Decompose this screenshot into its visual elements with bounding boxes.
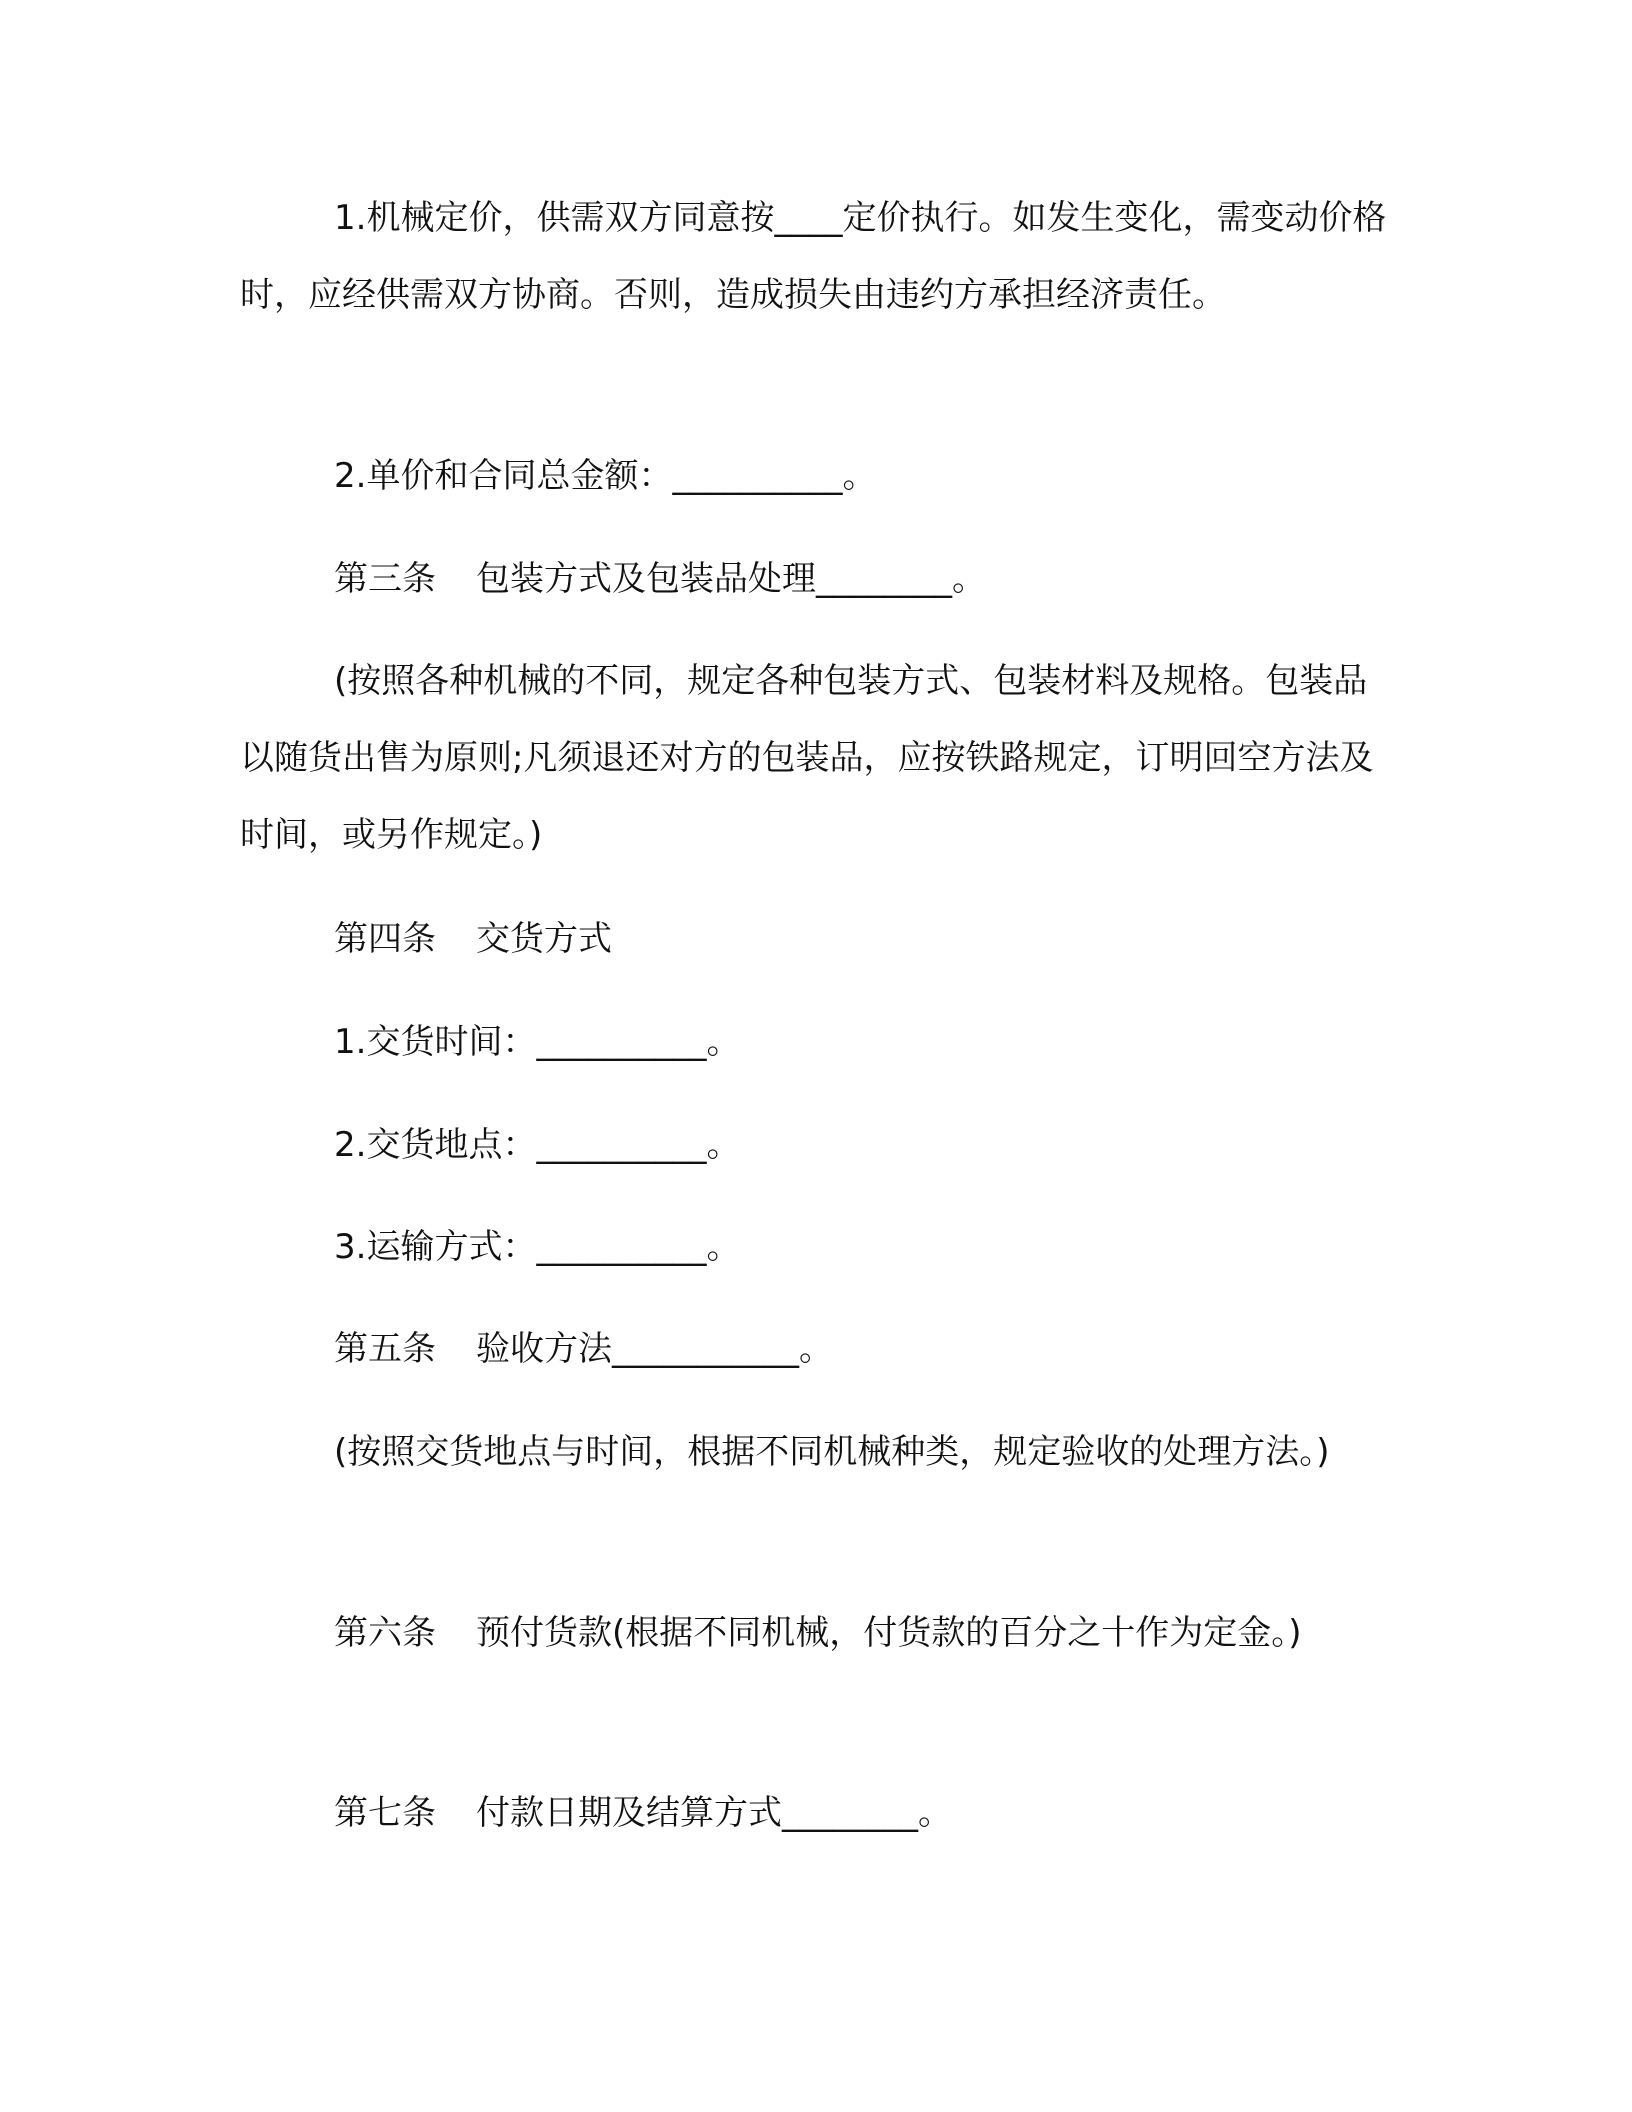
- article-4-heading: [240, 901, 1390, 978]
- paragraph-packaging-note: [240, 643, 1390, 874]
- paragraph-text: 1.机械定价，供需双方同意按____定价执行。如发生变化，需变动价格时，应经供需双方协商。否则，造成损失由违约方承担经济责任。: [240, 198, 1387, 315]
- article-label: 第七条: [334, 1793, 436, 1833]
- paragraph-acceptance-note: [240, 1414, 1390, 1491]
- paragraph-text: 2.交货地点：__________。: [334, 1125, 741, 1165]
- article-label: 第五条: [334, 1329, 436, 1369]
- paragraph-delivery-time: [240, 1004, 1390, 1081]
- paragraph-text: (按照交货地点与时间，根据不同机械种类，规定验收的处理方法。): [334, 1432, 1330, 1472]
- paragraph-text: 1.交货时间：__________。: [334, 1022, 741, 1062]
- article-title: 预付货款(根据不同机械，付货款的百分之十作为定金。): [476, 1613, 1302, 1653]
- paragraph-price-clause: [240, 180, 1390, 334]
- paragraph-total-amount: [240, 438, 1390, 515]
- article-7-heading: [240, 1775, 1390, 1852]
- article-6-heading: [240, 1595, 1390, 1672]
- article-title: 包装方式及包装品处理________。: [476, 559, 986, 599]
- paragraph-text: 3.运输方式：__________。: [334, 1227, 741, 1267]
- article-title: 验收方法___________。: [476, 1329, 833, 1369]
- article-label: 第三条: [334, 559, 436, 599]
- paragraph-delivery-place: [240, 1107, 1390, 1184]
- paragraph-transport-mode: [240, 1209, 1390, 1286]
- article-label: 第四条: [334, 919, 436, 959]
- article-label: 第六条: [334, 1613, 436, 1653]
- paragraph-text: (按照各种机械的不同，规定各种包装方式、包装材料及规格。包装品以随货出售为原则;凡须退还对方的包装品，应按铁路规定，订明回空方法及时间，或另作规定。): [240, 661, 1374, 855]
- article-title: 交货方式: [476, 919, 612, 959]
- paragraph-text: 2.单价和合同总金额：__________。: [334, 456, 877, 496]
- article-3-heading: [240, 541, 1390, 618]
- article-title: 付款日期及结算方式________。: [476, 1793, 952, 1833]
- article-5-heading: [240, 1311, 1390, 1388]
